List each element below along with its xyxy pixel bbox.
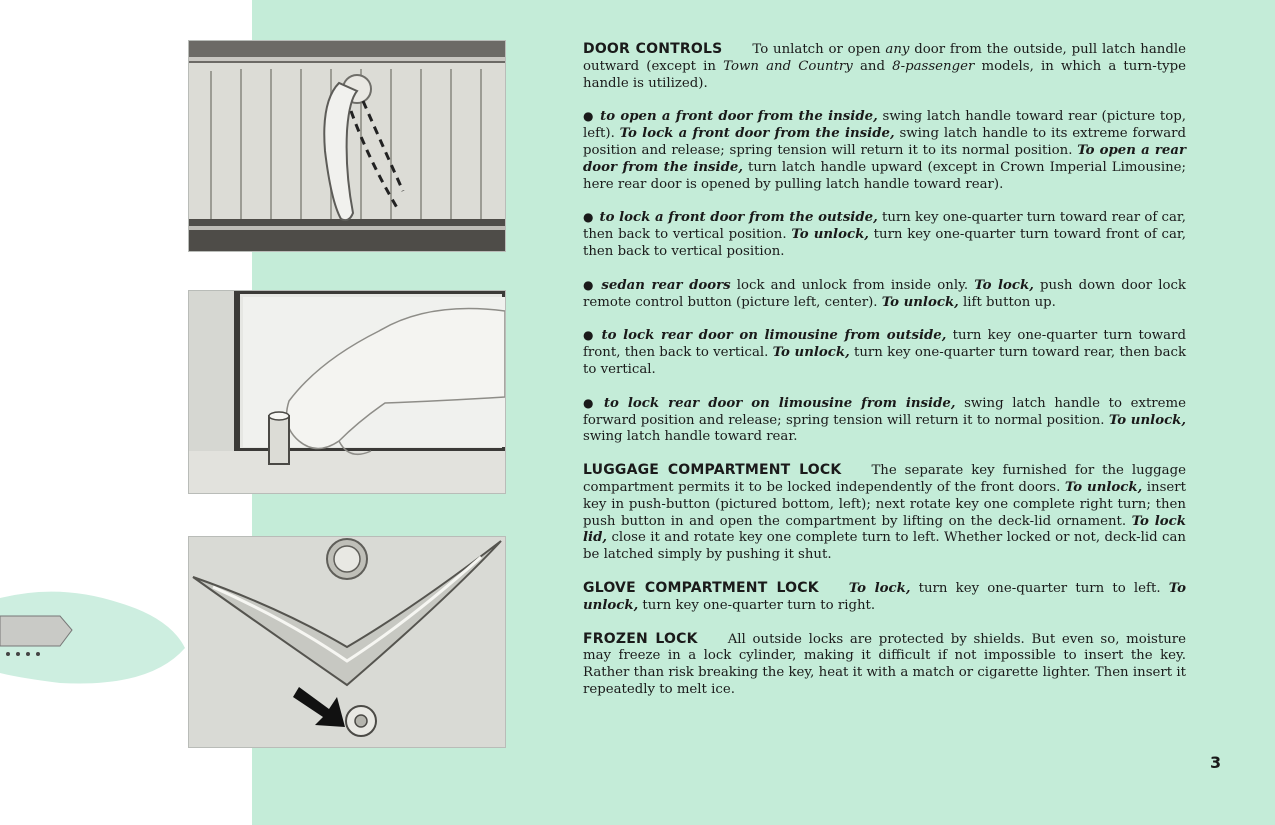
door-latch-handle-photo (188, 40, 506, 252)
luggage-heading: LUGGAGE COMPARTMENT LOCK (583, 462, 842, 479)
previous-page-fragment (0, 578, 190, 708)
bullet-front-door-inside: ● to open a front door from the inside, swing latch handle toward rear (picture top, left). To lock a front door from the inside, swing latch handle to its extreme forward position and release; spring tension will return it to its normal position. To open a rear door from the inside, turn latch handle upward (except in Crown Imperial Limousine; here rear door is opened by pulling latch handle toward rear). (583, 109, 1186, 192)
bullet-icon: ● (583, 210, 594, 225)
luggage-compartment-section: LUGGAGE COMPARTMENT LOCK The separate key furnished for the luggage compartment permits it to be locked independently of the front doors. To unlock, insert key in push-button (pictured bottom, left); next rotate key one complete right turn; then push button in and open the compartment by lifting on the deck-lid ornament. To lock lid, close it and rotate key one complete turn to left. Whether locked or not, deck-lid can be latched simply by pushing it shut. (583, 462, 1187, 563)
bullet-sedan-rear-doors: ● sedan rear doors lock and unlock from inside only. To lock, push down door lock remote control button (picture left, center). To unlock, lift button up. (583, 277, 1186, 310)
page-number: 3 (1210, 753, 1222, 772)
frozen-lock-section: FROZEN LOCK All outside locks are protected by shields. But even so, moisture may freeze in a lock cylinder, making it difficult if not impossible to insert the key. Rather than risk breaking the key, heat it with a match or cigarette lighter. Then insert it repeatedly to melt ice. (583, 630, 1186, 697)
bullet-icon: ● (583, 277, 596, 292)
bullet-front-door-outside: ● to lock a front door from the outside, turn key one-quarter turn toward rear of car, then back to vertical position. To unlock, turn key one-quarter turn toward front of car, then back to vertical position. (583, 210, 1187, 259)
bullet-icon: ● (583, 395, 598, 410)
bullet-limousine-inside: ● to lock rear door on limousine from inside, swing latch handle to extreme forward position and release; spring tension will return it to normal position. To unlock, swing latch handle toward rear. (583, 395, 1187, 445)
glove-compartment-section: GLOVE COMPARTMENT LOCK To lock, turn key one-quarter turn to left. To unlock, turn key one-quarter turn to right. (583, 579, 1186, 613)
deck-lid-lock-photo (188, 536, 506, 748)
frozen-heading: FROZEN LOCK (583, 630, 698, 647)
door-lock-button-photo (188, 290, 506, 494)
door-controls-intro: DOOR CONTROLS To unlatch or open any door from the outside, pull latch handle outward (except in Town and Country and 8-passenger models, in which a turn-type handle is utilized). (583, 41, 1186, 91)
bullet-icon: ● (583, 109, 595, 124)
glove-heading: GLOVE COMPARTMENT LOCK (583, 579, 819, 596)
door-controls-heading: DOOR CONTROLS (583, 41, 723, 57)
bullet-limousine-outside: ● to lock rear door on limousine from outside, turn key one-quarter turn toward front, then back to vertical. To unlock, turn key one-quarter turn toward rear, then back to vertical. (583, 328, 1187, 377)
bullet-icon: ● (583, 328, 596, 343)
text-column (583, 41, 1186, 715)
